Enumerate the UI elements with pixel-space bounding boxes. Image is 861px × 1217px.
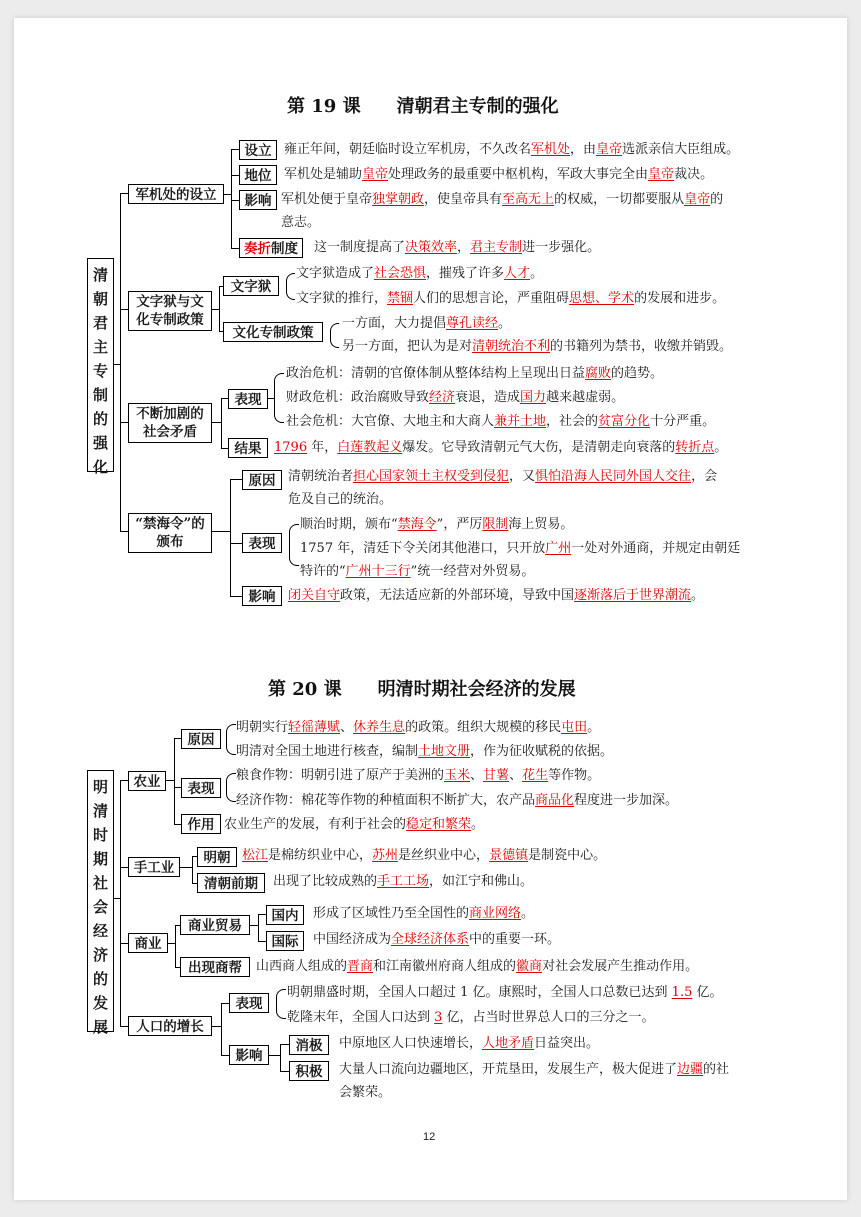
label-wenhua-zhuanzhi: 文化专制政策 xyxy=(223,322,323,342)
line-l2: 军机处是辅助皇帝处理政务的最重要中枢机构，军政大事完全由皇帝裁决。 xyxy=(284,167,714,182)
kw-rencai: 人才 xyxy=(504,266,531,281)
connector xyxy=(120,422,128,423)
kw-guangzhou: 广州 xyxy=(545,541,572,556)
lesson-20-title: 第 20 课 明清时期社会经济的发展 xyxy=(268,679,576,700)
bracket xyxy=(289,524,299,566)
line-l10: 财政危机：政治腐败导致经济衰退，造成国力越来越虚弱。 xyxy=(286,390,625,405)
connector xyxy=(212,1026,221,1027)
line-l15: 1757 年，清廷下令关闭其他港口，只开放广州一处对外通商，并规定由朝廷 xyxy=(300,541,741,556)
connector xyxy=(280,1044,289,1045)
kw-jingu: 禁锢 xyxy=(387,291,414,306)
kw-sixiang: 思想、学术 xyxy=(569,291,635,306)
kw-quanqiu: 全球经济体系 xyxy=(391,932,470,947)
connector xyxy=(221,398,228,399)
line-l7: 一方面，大力提倡尊孔读经。 xyxy=(342,316,512,331)
label-yingxiang: 影响 xyxy=(229,1045,269,1065)
kw-duzhang: 独掌朝政 xyxy=(372,192,425,207)
kw-wending: 稳定和繁荣 xyxy=(406,817,472,832)
kw-qingyao: 轻徭薄赋 xyxy=(288,720,341,735)
label-yingxiang: 影响 xyxy=(239,190,277,210)
line-m14: 大量人口流向边疆地区，开荒垦田，发展生产，极大促进了边疆的社 xyxy=(339,1062,730,1077)
line-l12: 1796 年，白莲教起义爆发。它导致清朝元气大伤，是清朝走向衰落的转折点。 xyxy=(274,440,728,455)
connector xyxy=(212,309,219,310)
line-m6: 松江是棉纺织业中心，苏州是丝织业中心，景德镇是制瓷中心。 xyxy=(242,848,607,863)
kw-huangdi: 皇帝 xyxy=(362,167,389,182)
line-m14b: 会繁荣。 xyxy=(339,1085,392,1100)
label-zuoyong: 作用 xyxy=(181,814,221,834)
label-biaoxian: 表现 xyxy=(228,389,268,409)
kw-huangdi: 皇帝 xyxy=(684,192,711,207)
kw-shisanhang: 广州十三行 xyxy=(345,564,411,579)
label-shangye-maoyi: 商业贸易 xyxy=(180,915,250,935)
kw-juece: 决策效率 xyxy=(405,240,458,255)
kw-jianbing: 兼并土地 xyxy=(494,414,547,429)
connector xyxy=(174,738,181,739)
connector xyxy=(120,780,121,1026)
kw-zunkong: 尊孔读经 xyxy=(446,316,499,331)
line-m4: 经济作物：棉花等作物的种植面积不断扩大，农产品商品化程度进一步加深。 xyxy=(236,793,679,808)
connector xyxy=(221,1055,229,1056)
kw-pinfu: 贫富分化 xyxy=(598,414,651,429)
kw-bailianjiao: 白莲教起义 xyxy=(337,440,403,455)
label-xiaoji: 消极 xyxy=(289,1035,329,1055)
line-l3: 军机处便于皇帝独掌朝政，使皇帝具有至高无上的权威，一切都要服从皇帝的 xyxy=(281,192,724,207)
line-l16: 闭关自守政策，无法适应新的外部环境，导致中国逐渐落后于世界潮流。 xyxy=(288,588,705,603)
connector xyxy=(120,867,128,868)
connector xyxy=(230,479,242,480)
label-jiji: 积极 xyxy=(289,1061,329,1081)
line-l1: 雍正年间，朝廷临时设立军机房，不久改名军机处，由皇帝选派亲信大臣组成。 xyxy=(284,142,740,157)
kw-fubai: 腐败 xyxy=(585,366,612,381)
bracket xyxy=(286,273,295,300)
label-wenziyu: 文字狱 xyxy=(223,276,279,296)
line-l11: 社会危机：大官僚、大地主和大商人兼并土地，社会的贫富分化十分严重。 xyxy=(286,414,716,429)
kw-xianzhi: 限制 xyxy=(482,517,509,532)
page-number: 12 xyxy=(423,1131,436,1143)
line-l3b: 意志。 xyxy=(281,215,321,230)
label-jieguo: 结果 xyxy=(228,438,268,458)
connector xyxy=(120,531,128,532)
line-m1: 明朝实行轻徭薄赋、休养生息的政策。组织大规模的移民屯田。 xyxy=(236,720,601,735)
branch-renkou: 人口的增长 xyxy=(128,1016,212,1036)
kw-jingji: 经济 xyxy=(429,390,456,405)
connector xyxy=(258,914,259,941)
kw-jinshang: 晋商 xyxy=(347,959,374,974)
label-guoji: 国际 xyxy=(266,931,304,951)
line-m12: 乾隆末年，全国人口达到 3 亿，占当时世界总人口的三分之一。 xyxy=(287,1010,655,1025)
connector xyxy=(231,248,239,249)
connector xyxy=(221,1003,222,1055)
connector xyxy=(175,925,176,967)
kw-lingtu: 担心国家领土主权受到侵犯 xyxy=(353,469,510,484)
kw-huishang: 徽商 xyxy=(516,959,543,974)
line-l5: 文字狱造成了社会恐惧，摧残了许多人才。 xyxy=(296,266,544,281)
connector xyxy=(120,193,128,194)
kw-1796: 1796 xyxy=(274,440,308,455)
connector xyxy=(174,787,181,788)
kw-ganshu: 甘薯 xyxy=(483,768,510,783)
kw-zhigao: 至高无上 xyxy=(502,192,555,207)
kw-buli: 清朝统治不利 xyxy=(472,339,551,354)
label-yingxiang: 影响 xyxy=(242,586,282,606)
connector xyxy=(120,1026,128,1027)
kw-jingdezhen: 景德镇 xyxy=(489,848,529,863)
connector xyxy=(120,193,121,531)
kw-xiuyang: 休养生息 xyxy=(353,720,406,735)
line-l8: 另一方面，把认为是对清朝统治不利的书籍列为禁书，收缴并销毁。 xyxy=(342,339,733,354)
bracket xyxy=(226,724,236,755)
line-m10: 山西商人组成的晋商和江南徽州府商人组成的徽商对社会发展产生推动作用。 xyxy=(256,959,699,974)
line-l13b: 危及自己的统治。 xyxy=(288,492,393,507)
kw-junjichu: 军机处 xyxy=(531,142,571,157)
connector xyxy=(219,286,220,331)
label-diwei: 地位 xyxy=(239,165,277,185)
branch-jinhailing: “禁海令”的颁布 xyxy=(128,513,212,553)
line-m13: 中原地区人口快速增长，人地矛盾日益突出。 xyxy=(339,1036,600,1051)
connector xyxy=(268,398,274,399)
label-yuanyin: 原因 xyxy=(242,470,282,490)
line-m5: 农业生产的发展，有利于社会的稳定和繁荣。 xyxy=(224,817,485,832)
line-l9: 政治危机：清朝的官僚体制从整体结构上呈现出日益腐败的趋势。 xyxy=(286,366,664,381)
connector xyxy=(224,194,231,195)
kw-jinhailing: 禁海令 xyxy=(397,517,437,532)
line-l6: 文字狱的推行，禁锢人们的思想言论，严重阻碍思想、学术的发展和进步。 xyxy=(296,291,726,306)
connector xyxy=(180,867,192,868)
connector xyxy=(168,943,175,944)
kw-huangdi: 皇帝 xyxy=(648,167,675,182)
line-m3: 粮食作物：明朝引进了原产于美洲的玉米、甘薯、花生等作物。 xyxy=(236,768,601,783)
branch-wenziyu: 文字狱与文化专制政策 xyxy=(128,291,212,331)
connector xyxy=(231,175,239,176)
line-m2: 明清对全国土地进行核查，编制土地文册，作为征收赋税的依据。 xyxy=(236,744,614,759)
connector xyxy=(212,531,230,532)
connector xyxy=(166,780,174,781)
label-biaoxian: 表现 xyxy=(242,533,282,553)
connector xyxy=(174,738,175,824)
label-guonei: 国内 xyxy=(266,905,304,925)
lesson-20-root-box: 明清时期社会经济的发展 xyxy=(87,770,114,1032)
connector xyxy=(120,309,128,310)
kw-zhuanzhe: 转折点 xyxy=(675,440,715,455)
line-m11: 明朝鼎盛时期，全国人口超过 1 亿。康熙时，全国人口总数已达到 1.5 亿。 xyxy=(287,985,723,1000)
kw-suzhou: 苏州 xyxy=(372,848,399,863)
kw-tuntian: 屯田 xyxy=(561,720,588,735)
line-l14: 顺治时期，颁布“禁海令”，严厉限制海上贸易。 xyxy=(300,517,574,532)
connector xyxy=(231,200,239,201)
bracket xyxy=(274,373,284,423)
label-biaoxian: 表现 xyxy=(181,778,221,798)
kw-kongju: 社会恐惧 xyxy=(374,266,427,281)
kw-rendi: 人地矛盾 xyxy=(482,1036,535,1051)
connector xyxy=(192,856,193,883)
kw-shangye-wangluo: 商业网络 xyxy=(469,906,522,921)
connector xyxy=(231,149,232,248)
line-m8: 形成了区域性乃至全国性的商业网络。 xyxy=(313,906,535,921)
kw-luohou: 逐渐落后于世界潮流 xyxy=(574,588,692,603)
label-zouzhe-red: 奏折 xyxy=(244,241,271,257)
connector xyxy=(230,479,231,596)
kw-tudi: 土地文册 xyxy=(418,744,471,759)
connector xyxy=(221,1003,229,1004)
lesson-19-title: 第 19 课 清朝君主专制的强化 xyxy=(287,96,559,117)
branch-nongye: 农业 xyxy=(128,771,166,791)
branch-shangye: 商业 xyxy=(128,933,168,953)
kw-guoli: 国力 xyxy=(520,390,547,405)
connector xyxy=(231,149,239,150)
kw-shangpinhua: 商品化 xyxy=(535,793,575,808)
line-l13: 清朝统治者担心国家领土主权受到侵犯，又惧怕沿海人民同外国人交往，会 xyxy=(288,469,718,484)
kw-bianjiang: 边疆 xyxy=(677,1062,704,1077)
kw-1-5: 1.5 xyxy=(671,985,693,1000)
label-chuxian-shangbang: 出现商帮 xyxy=(180,957,250,977)
branch-shehui-maodun: 不断加剧的社会矛盾 xyxy=(128,403,212,443)
label-mingchao: 明朝 xyxy=(197,847,237,867)
line-l4: 这一制度提高了决策效率，君主专制进一步强化。 xyxy=(314,240,601,255)
line-m9: 中国经济成为全球经济体系中的重要一环。 xyxy=(313,932,561,947)
label-zouzhe-zhidu xyxy=(239,238,303,258)
kw-gongchang: 手工工场 xyxy=(377,874,430,889)
connector xyxy=(120,943,128,944)
lesson-19-root-box: 清朝君主专制的强化 xyxy=(87,258,114,472)
bracket xyxy=(330,323,339,348)
kw-jupa: 惧怕沿海人民同外国人交往 xyxy=(535,469,692,484)
kw-huangdi: 皇帝 xyxy=(596,142,623,157)
connector xyxy=(258,941,266,942)
connector xyxy=(269,1055,280,1056)
connector xyxy=(258,914,266,915)
kw-huasheng: 花生 xyxy=(522,768,549,783)
label-yuanyin: 原因 xyxy=(181,729,221,749)
connector xyxy=(230,543,242,544)
kw-songjiang: 松江 xyxy=(242,848,269,863)
connector xyxy=(212,422,221,423)
bracket xyxy=(276,989,286,1019)
connector xyxy=(230,596,242,597)
connector xyxy=(280,1044,281,1071)
connector xyxy=(174,824,181,825)
bracket xyxy=(226,773,236,802)
kw-junzhu: 君主专制 xyxy=(470,240,523,255)
kw-yumi: 玉米 xyxy=(444,768,471,783)
connector xyxy=(221,448,228,449)
label-qingchao-qianqi: 清朝前期 xyxy=(197,873,265,893)
line-l15b: 特许的“广州十三行”统一经营对外贸易。 xyxy=(300,564,535,579)
label-sheli: 设立 xyxy=(239,140,277,160)
branch-junjichu: 军机处的设立 xyxy=(128,184,224,204)
label-biaoxian: 表现 xyxy=(229,993,269,1013)
label-zhidu: 制度 xyxy=(271,241,298,257)
connector xyxy=(250,925,258,926)
kw-biguan: 闭关自守 xyxy=(288,588,341,603)
kw-3: 3 xyxy=(434,1010,443,1025)
branch-shougongye: 手工业 xyxy=(128,857,180,877)
connector xyxy=(221,398,222,448)
connector xyxy=(280,1071,289,1072)
line-m7: 出现了比较成熟的手工工场，如江宁和佛山。 xyxy=(273,874,534,889)
connector xyxy=(120,780,128,781)
